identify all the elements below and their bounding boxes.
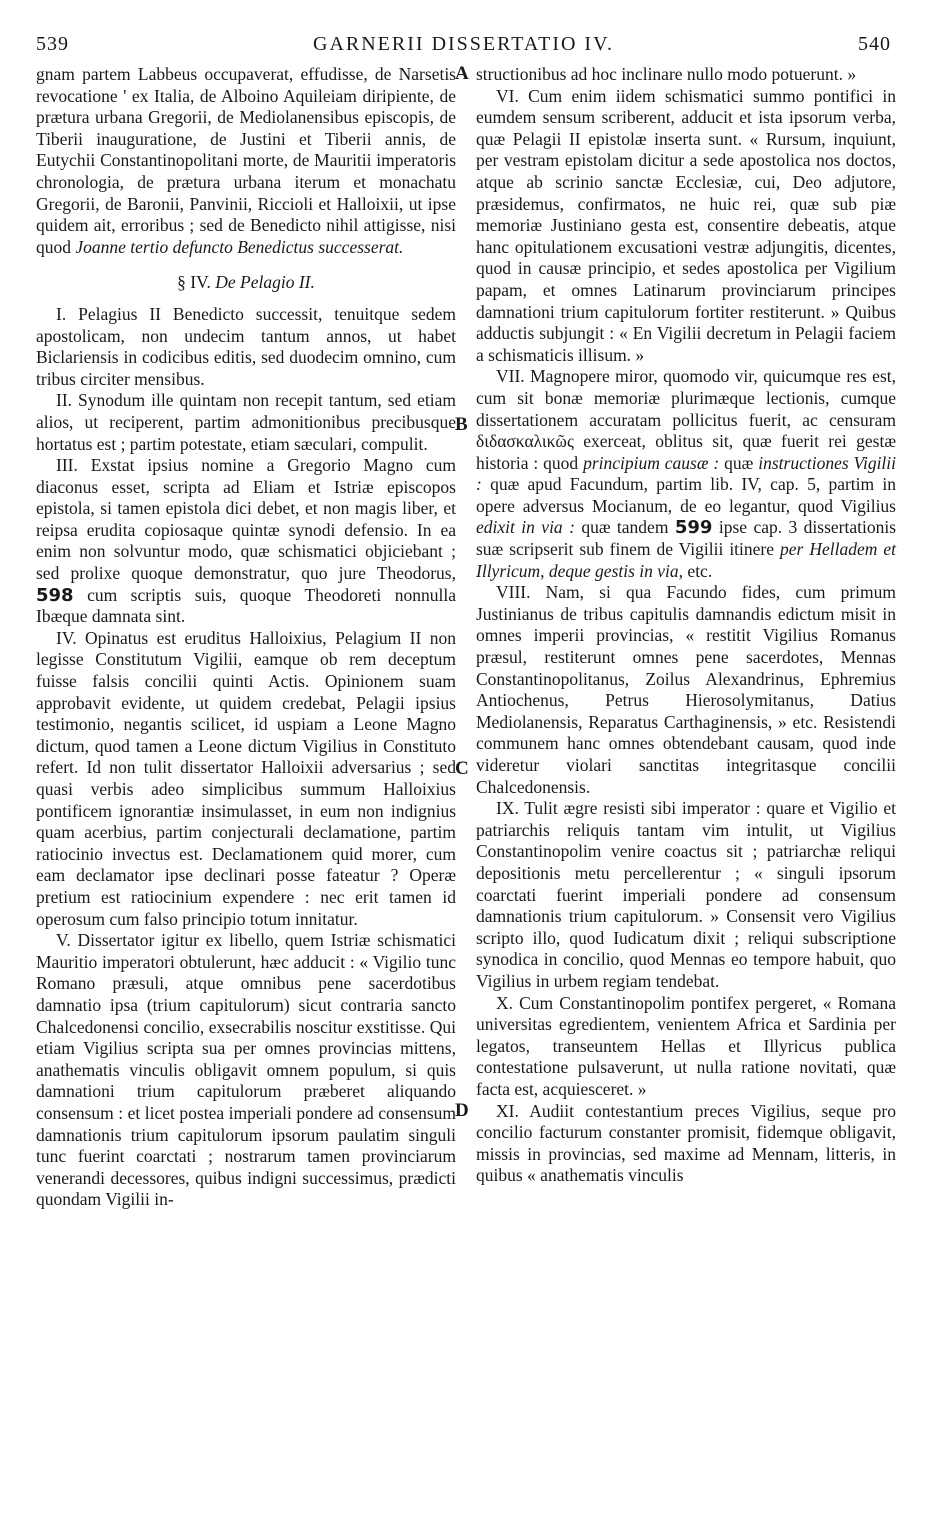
- margin-letter-d: D: [455, 1100, 469, 1121]
- paragraph-viii: VIII. Nam, si qua Facundo fides, cum primum Justinianus de tribus capitulis damnandis edictum misit in omnes imperii provincias, « restitit Vigilius Romanus præsul, restiterunt omnes pene sacerdotes, Mennas Constantinopolitanus, Zoilus Alexandrinus, Ephremius Antiochenus, Petrus Hierosolymitanus, Datius Mediolanensis, Reparatus Carthaginensis, » etc. Resistendi communem hanc omnes obtendebant causam, quod inde videretur violari sanctitas integritasque concilii Chalcedonensis.: [476, 582, 896, 797]
- paragraph-continuation: gnam partem Labbeus occupaverat, effudisse, de Narsetis revocatione ' ex Italia, de Alboino Aquileiam diripiente, de prætura urbana Gregorii, de Mediolanensibus episcopis, de Tiberii inauguratione, de Justini et Tiberii annis, de Eutychii Constantinopolitani morte, de Mauritii imperatoris chronologia, de prætura urbana iterum et monachatu Gregorii, de Baronii, Panvinii, Riccioli et Halloixii, ut ipse quidem ait, erroribus ; sed de Benedicto nihil attigisse, nisi quod Joanne tertio defuncto Benedictus successerat.: [36, 64, 456, 257]
- paragraph-i: I. Pelagius II Benedicto successit, tenuitque sedem apostolicam, non undecim tantum annos, ut habet Biclariensis in codicibus editis, sed duodecim omnino, cum tribus circiter mensibus.: [36, 303, 456, 389]
- paragraph-continuation-right: structionibus ad hoc inclinare nullo modo potuerunt. »: [476, 64, 857, 84]
- right-column: [476, 64, 896, 1187]
- running-title: GARNERII DISSERTATIO IV.: [313, 33, 614, 55]
- column-number-599: 599: [674, 517, 713, 539]
- page-number-right: 540: [858, 33, 891, 55]
- paragraph-vii: VII. Magnopere miror, quomodo vir, quicumque res est, cum sit bonæ memoriæ plurimæque lectionis, cumque dissertationem accuratam pollicitus fuerit, ac censuram διδασκαλικῶς exerceat, oblitus sit, quæ fuerit rei gestæ historia : quod principium causæ : quæ instructiones Vigilii : quæ apud Facundum, partim lib. IV, cap. 5, partim in opere adversus Mocianum, de eo legantur, quod Vigilius edixit in via : quæ tandem 599 ipse cap. 3 dissertationis suæ scripserit sub finem de Vigilii itinere per Helladem et Illyricum, deque gestis in via, etc.: [476, 366, 897, 581]
- paragraph-vi: VI. Cum enim iidem schismatici summo pontifici in eumdem sensum scriberent, adducit et ista ipsorum verba, quæ Pelagii II epistolæ inserta sunt. « Rursum, inquiunt, per vestram epistolam dicitur a sede apostolica nos doctos, atque ab scrinio sanctæ Ecclesiæ, cui, Deo adjutore, præsidemus, confirmatos, ne huic rei, quæ sub piæ memoriæ Justiniano gesta est, consentire debeatis, atque hanc opitulationem excusationi vestræ adjungitis, dicentes, quod in causæ principio, et sedes apostolica per Vigilium papam, et omnes Latinarum provinciarum principes damnationi trium capitulorum fortiter restiterunt. » Quibus adductis subjungit : « En Vigilii decretum in Pelagii faciem a schismaticis illisum. »: [476, 85, 896, 365]
- paragraph-x: X. Cum Constantinopolim pontifex pergeret, « Romana universitas egredientem, venientem Africa et Sardinia per legatos, transeuntem Hellas et Illyricus publica contestatione pulsaverunt, ut nulla ratione novitati, quæ facta est, acquiesceret. »: [476, 992, 896, 1099]
- margin-letter-c: C: [455, 758, 469, 779]
- page-number-left: 539: [36, 33, 69, 55]
- paragraph-v: V. Dissertator igitur ex libello, quem Istriæ schismatici Mauritio imperatori obtulerunt, hæc adducit : « Vigilio tunc Romano præsuli, atque omnibus pene sacerdotibus damnatio ipsa (trium capitulorum) sicut contraria sancto Chalcedonensi concilio, exsecrabilis noscitur exstitisse. Qui etiam Vigilius scripta sua per omnes provincias mittens, anathematis vinculis obligavit omnem populum, si quis damnationi trium capitulorum præberet aliquando consensum : et licet postea imperiali pondere ad consensum damnationis trium capitulorum ipsorum paulatim singuli tunc fuerint coarctati ; nostrarum tamen provinciarum venerandi decessores, quibus indigni successimus, prædicti quondam Vigilii in-: [36, 930, 456, 1210]
- margin-letter-b: B: [455, 414, 468, 435]
- section-heading: § IV. De Pelagio II.: [177, 272, 315, 293]
- margin-letter-a: A: [455, 63, 469, 84]
- paragraph-iv: IV. Opinatus est eruditus Halloixius, Pelagium II non legisse Constitutum Vigilii, eamque ob rem deceptum fuisse falsis concilii quinti Actis. Opinionem suam approbavit evidente, ut quidem credebat, Pelagii ipsius testimonio, negantis scilicet, id uspiam a Leone Magno dictum, quod tamen a Leone dictum Vigilius in Constituto refert. Id non tulit dissertator Halloixii adversarius ; sed quasi verbis adeo simplicibus summum Halloixius pontificem ignorantiæ insimulasset, in eum non indignius quam acerbius, partim conjecturali declamatione, partim ratiocinio invectus est. Declamationem quid morer, cum eam declamator ipse declinari posse fateatur ? Operæ pretium est ratiocinium expendere : nec erit tamen id operosum cum falso principio totum innitatur.: [36, 627, 456, 929]
- column-number-598: 598: [36, 584, 74, 606]
- paragraph-xi: XI. Audiit contestantium preces Vigilius, seque pro concilio facturum constanter promisit, fidemque obligavit, missis in provincias, sed maxime ad Mennam, litteris, in quibus « anathematis vinculis: [476, 1100, 896, 1186]
- page-header: [36, 33, 891, 61]
- paragraph-iii: III. Exstat ipsius nomine a Gregorio Magno cum diaconus esset, scripta ad Eliam et Istriæ episcopos epistola, si tamen epistola dici debet, et non magis liber, et reipsa erudita copiosaque quintæ synodi defensio. In ea enim non solvuntur modo, quæ schismatici objiciebant ; sed prolixe quoque demonstratur, quo jure Theodorus, 598 cum scriptis suis, quoque Theodoreti nonnulla Ibæque damnata sint.: [36, 455, 456, 627]
- paragraph-ix: IX. Tulit ægre resisti sibi imperator : quare et Vigilio et patriarchis reliquis tantam vim intulit, ut Vigilius Constantinopolim venire coactus sit ; patriarchæ reliqui depositionis metu percellerentur ; « singuli ipsorum coarctati fuerint imperiali pondere ad consensum damnationis trium capitulorum. » Consensit vero Vigilius scripto illo, quod Iudicatum dixit ; reliqui subscriptione synodica in concilio, quod Mennas eo tempore habuit, quo Vigilius in urbem regiam tendebat.: [476, 798, 896, 991]
- left-column: [36, 64, 456, 1211]
- paragraph-ii: II. Synodum ille quintam non recepit tantum, sed etiam alios, ut reciperent, partim admonitionibus precibusque hortatus est ; partim potestate, etiam sæculari, compulit.: [36, 390, 456, 454]
